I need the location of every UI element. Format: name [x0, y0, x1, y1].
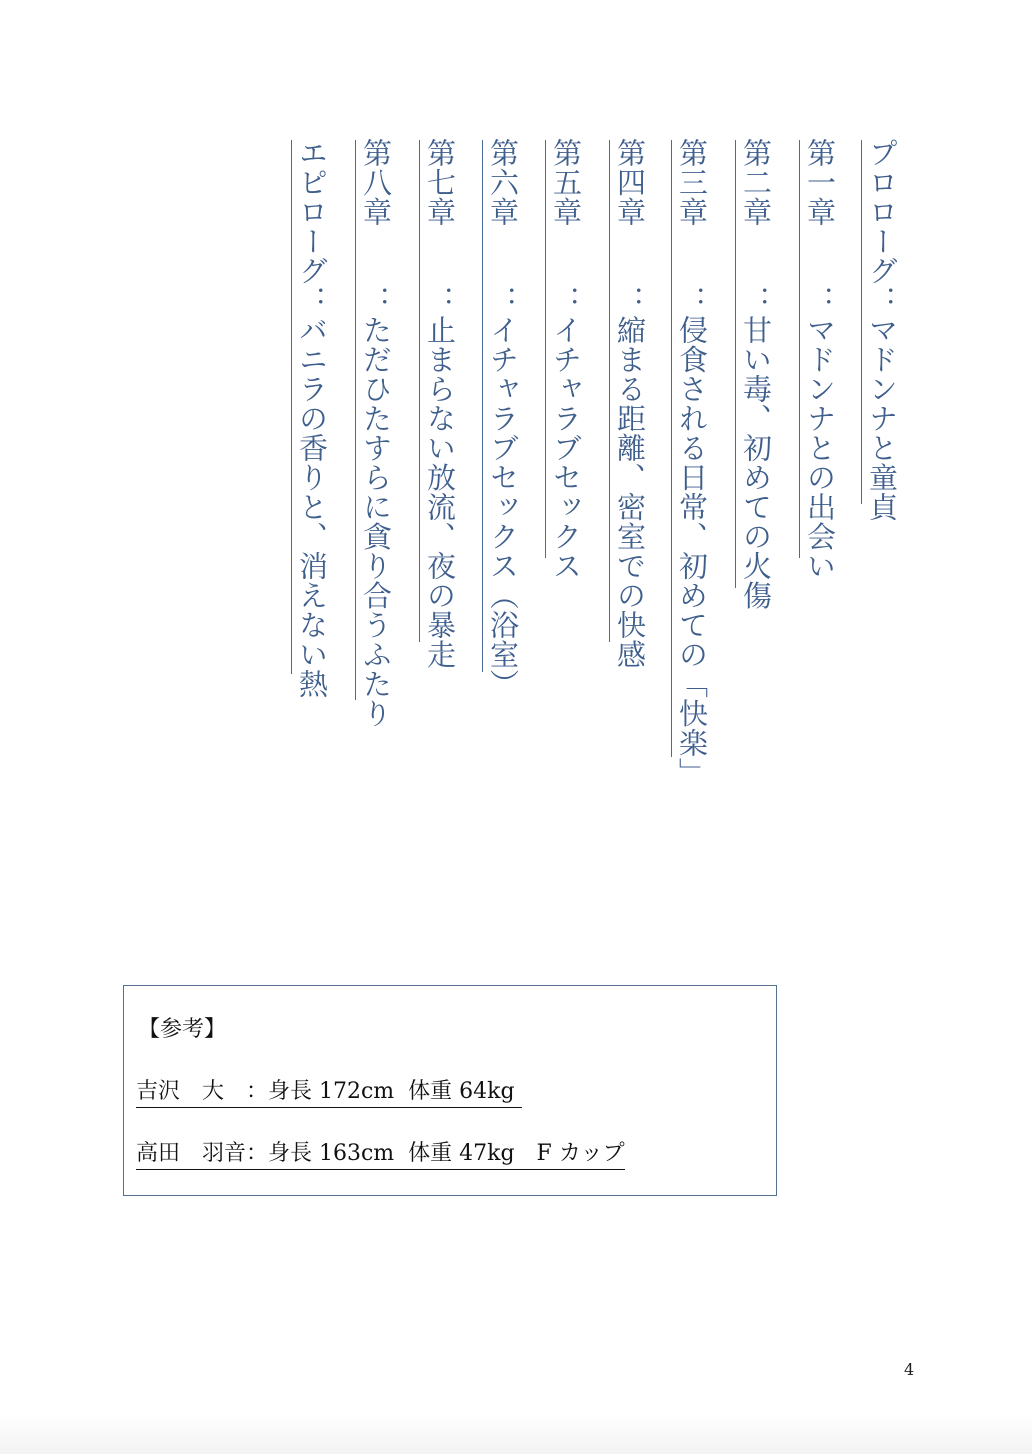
toc-entry-prologue: プロローグ：マドンナと童貞 — [864, 138, 900, 522]
page-number: 4 — [904, 1360, 915, 1379]
toc-rule — [291, 140, 292, 674]
toc-entry-chapter-5: 第五章 ：イチャラブセックス — [548, 138, 584, 581]
reference-character-1: 吉沢 大 ：身長 172cm 体重 64kg — [136, 1074, 522, 1108]
toc-rule — [355, 140, 356, 700]
page-bottom-edge — [0, 1414, 1032, 1454]
toc-entry-chapter-2: 第二章 ：甘い毒、初めての火傷 — [738, 138, 774, 610]
toc-entry-chapter-1: 第一章 ：マドンナとの出会い — [802, 138, 838, 581]
toc-entry-chapter-7: 第七章 ：止まらない放流、夜の暴走 — [422, 138, 458, 669]
toc-rule — [799, 140, 800, 558]
toc-rule — [861, 140, 862, 504]
toc-entry-epilogue: エピローグ：バニラの香りと、消えない熱 — [294, 138, 330, 699]
toc-rule — [671, 140, 672, 757]
toc-rule — [482, 140, 483, 672]
toc-rule — [735, 140, 736, 588]
toc-rule — [419, 140, 420, 642]
toc-rule — [545, 140, 546, 558]
toc-entry-chapter-3: 第三章 ：侵食される日常、初めての「快楽」 — [674, 138, 710, 787]
reference-box — [123, 985, 777, 1196]
toc-rule — [609, 140, 610, 642]
toc-entry-chapter-4: 第四章 ：縮まる距離、密室での快感 — [612, 138, 648, 669]
toc-entry-chapter-6: 第六章 ：イチャラブセックス（浴室） — [485, 138, 521, 699]
reference-title: 【参考】 — [138, 1017, 227, 1042]
reference-character-2: 高田 羽音：身長 163cm 体重 47kg F カップ — [136, 1136, 625, 1170]
toc-entry-chapter-8: 第八章 ：ただひたすらに貪り合うふたり — [358, 138, 394, 728]
